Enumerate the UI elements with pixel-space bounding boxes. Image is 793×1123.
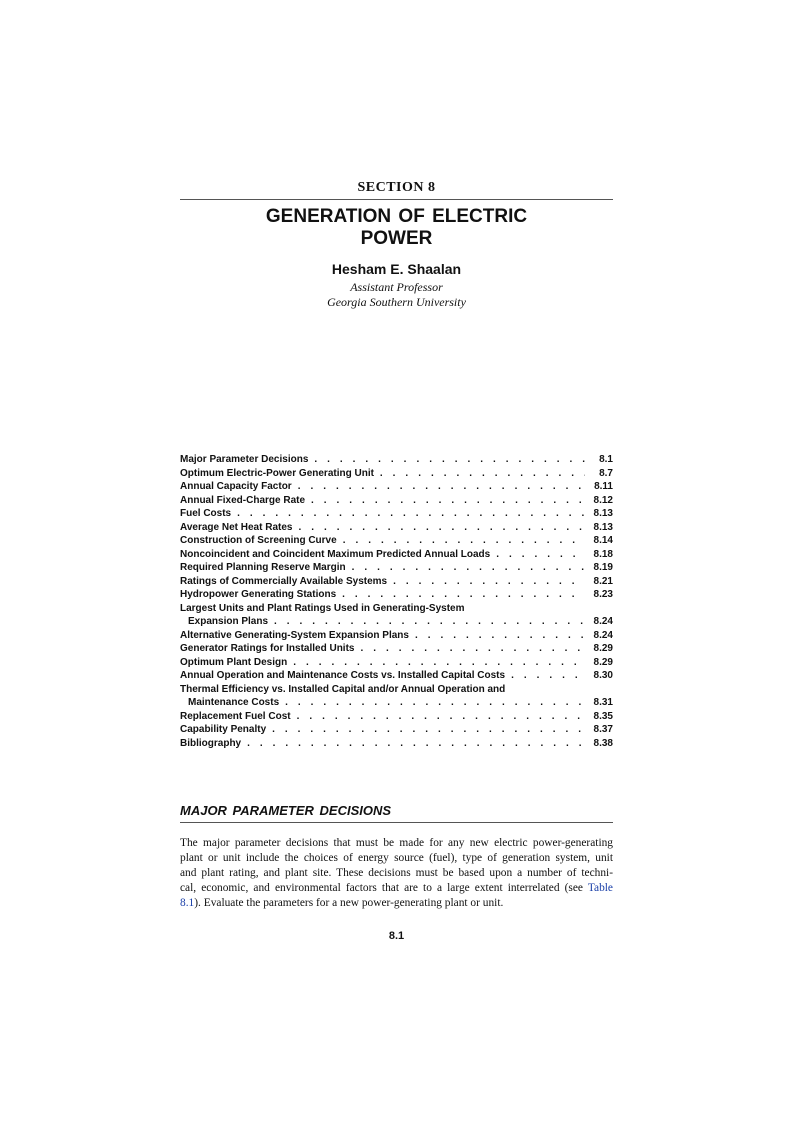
section-heading: MAJOR PARAMETER DECISIONS [180,803,392,818]
toc-entry-page: 8.37 [593,724,613,735]
toc-entry[interactable] [180,521,613,535]
toc-entry[interactable] [180,723,613,737]
toc-entry-page: 8.14 [593,535,613,546]
chapter-title [180,206,613,250]
paragraph-line [180,896,613,911]
toc-entry-page: 8.19 [593,562,613,573]
toc-entry-title: Generator Ratings for Installed Units [180,643,355,654]
toc-leader-dots [393,575,585,589]
toc-entry-title: Annual Fixed-Charge Rate [180,494,306,506]
toc-leader-dots [343,534,585,548]
toc-entry-title: Maintenance Costs [188,697,280,708]
toc-leader-dots [274,615,585,629]
toc-entry-page: 8.13 [593,508,613,519]
toc-entry-page: 8.11 [594,481,613,492]
table-reference-link[interactable]: 8.1 [180,897,195,909]
toc-entry-title: Annual Operation and Maintenance Costs vs. Installed Capital Costs [180,670,506,681]
toc-entry-title: Thermal Efficiency vs. Installed Capital and/or Annual Operation and [180,683,506,695]
toc-entry[interactable] [180,534,613,548]
toc-entry-page: 8.31 [593,697,613,708]
toc-entry-page: 8.29 [593,643,613,654]
section-label: SECTION 8 [357,180,436,195]
toc-entry-title: Largest Units and Plant Ratings Used in Generating-System [180,602,465,614]
toc-entry[interactable] [180,737,613,751]
author-role: Assistant Professor [350,280,443,294]
toc-entry-first-line[interactable] [180,602,613,616]
chapter-title-line-2: POWER [360,228,433,249]
toc-leader-dots [360,642,585,656]
toc-leader-dots [237,507,585,521]
toc-entry-page: 8.24 [593,616,613,627]
toc-leader-dots [496,548,585,562]
toc-entry-title: Ratings of Commercially Available Systems [180,575,388,587]
toc-entry[interactable] [180,453,613,467]
toc-entry-title: Expansion Plans [188,616,269,627]
toc-leader-dots [298,521,585,535]
toc-entry-title: Hydropower Generating Stations [180,589,337,600]
toc-entry[interactable] [180,561,613,575]
toc-entry-page: 8.12 [593,494,613,506]
toc-leader-dots [511,669,585,683]
toc-entry[interactable] [180,575,613,589]
toc-entry-page: 8.1 [599,454,613,465]
chapter-title-line-1: GENERATION OF ELECTRIC [265,206,528,227]
toc-leader-dots [380,467,585,481]
toc-entry[interactable] [180,629,613,643]
paragraph-text: ). Evaluate the parameters for a new power-generating plant or unit. [194,897,504,909]
toc-entry-title: Capability Penalty [180,724,267,735]
toc-entry[interactable] [180,710,613,724]
section-rule [180,199,613,200]
toc-entry[interactable] [180,548,613,562]
toc-leader-dots [293,656,585,670]
author-name: Hesham E. Shaalan [331,261,462,277]
toc-entry-page: 8.21 [593,575,613,587]
table-of-contents [180,453,613,750]
toc-entry-continued[interactable] [180,615,613,629]
body-paragraph [180,836,613,911]
toc-entry-title: Annual Capacity Factor [180,481,292,492]
toc-leader-dots [311,494,585,508]
toc-entry-page: 8.24 [593,629,613,641]
toc-entry-page: 8.7 [599,467,613,479]
table-reference-link[interactable]: Table [587,882,613,894]
toc-entry-page: 8.18 [593,548,613,560]
paragraph-line: plant or unit include the choices of energy source (fuel), type of generation system, unit [180,852,613,864]
toc-entry-title: Major Parameter Decisions [180,454,309,465]
toc-entry-continued[interactable] [180,696,613,710]
toc-entry-page: 8.30 [593,670,613,681]
paragraph-line: and plant rating, and plant site. These decisions must be based upon a number of techni- [180,867,613,879]
toc-leader-dots [352,561,585,575]
toc-entry-title: Average Net Heat Rates [180,521,293,533]
paragraph-line: The major parameter decisions that must be made for any new electric power-generating [180,837,613,849]
toc-entry-title: Replacement Fuel Cost [180,710,291,722]
toc-entry-page: 8.13 [593,521,613,533]
toc-entry-page: 8.35 [593,710,613,722]
toc-leader-dots [247,737,585,751]
toc-leader-dots [415,629,585,643]
toc-entry-title: Alternative Generating-System Expansion Plans [180,629,409,641]
toc-leader-dots [272,723,585,737]
toc-entry-page: 8.29 [593,656,613,668]
page-number: 8.1 [388,930,405,942]
toc-entry-title: Required Planning Reserve Margin [180,562,346,573]
toc-leader-dots [285,696,585,710]
toc-entry-title: Optimum Plant Design [180,656,288,668]
toc-entry-page: 8.23 [593,589,613,600]
toc-entry[interactable] [180,467,613,481]
toc-entry-page: 8.38 [593,737,613,749]
toc-entry[interactable] [180,656,613,670]
toc-entry[interactable] [180,494,613,508]
toc-entry[interactable] [180,669,613,683]
paragraph-text: cal, economic, and environmental factors that are to a large extent interrelated (see [180,882,588,894]
toc-entry-title: Noncoincident and Coincident Maximum Predicted Annual Loads [180,548,491,560]
section-heading-rule [180,822,613,823]
toc-entry-title: Bibliography [180,737,242,749]
toc-leader-dots [314,453,585,467]
toc-entry-title: Fuel Costs [180,508,232,519]
author-affiliation: Georgia Southern University [327,295,466,309]
toc-entry[interactable] [180,480,613,494]
toc-leader-dots [297,710,585,724]
toc-leader-dots [298,480,585,494]
toc-entry[interactable] [180,507,613,521]
toc-entry-first-line[interactable] [180,683,613,697]
toc-entry[interactable] [180,642,613,656]
toc-entry-title: Construction of Screening Curve [180,535,337,546]
toc-leader-dots [342,588,585,602]
toc-entry[interactable] [180,588,613,602]
toc-entry-title: Optimum Electric-Power Generating Unit [180,467,374,479]
paragraph-line [180,881,613,896]
